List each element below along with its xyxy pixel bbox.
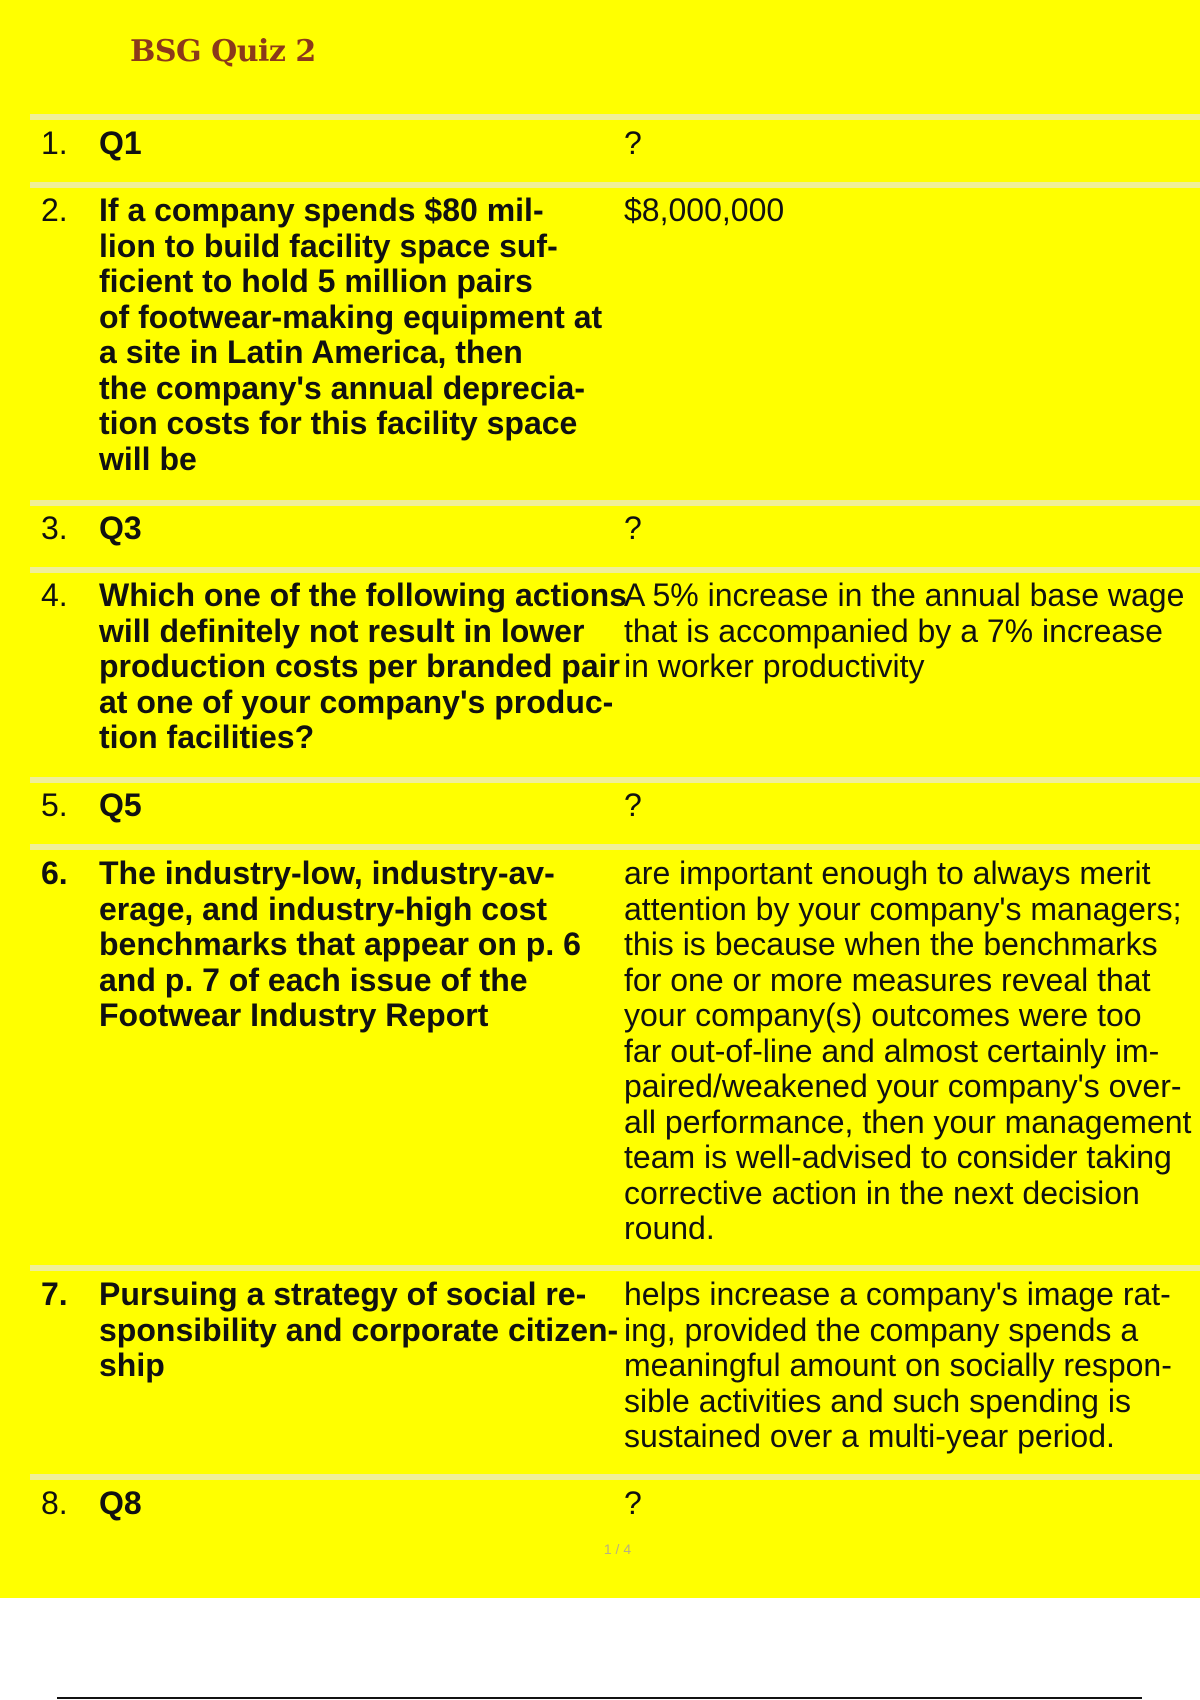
answer-text: ? xyxy=(624,510,642,546)
question-number: 5. xyxy=(41,787,68,823)
question-text: Q8 xyxy=(99,1485,142,1521)
question-number: 8. xyxy=(41,1485,68,1521)
question-number: 2. xyxy=(41,192,68,228)
row-divider xyxy=(30,500,1200,506)
row-divider xyxy=(30,114,1200,120)
answer-text: $8,000,000 xyxy=(624,192,785,228)
question-text: Pursuing a strategy of social re- sponsibility and corporate citizen- ship xyxy=(99,1276,619,1383)
answer-text: ? xyxy=(624,125,642,161)
document-title: BSG Quiz 2 xyxy=(130,34,316,69)
page-number: 1 / 4 xyxy=(603,1541,632,1557)
answer-text: helps increase a company's image rat- ing, provided the company spends a meaningful amount on socially respon- sible activities and such spending is sustained over a multi-year period. xyxy=(624,1276,1172,1454)
answer-text: A 5% increase in the annual base wage that is accompanied by a 7% increase in worker productivity xyxy=(624,577,1185,684)
row-divider xyxy=(30,567,1200,573)
answer-text: ? xyxy=(624,1485,642,1521)
question-text: If a company spends $80 mil- lion to build facility space suf- ficient to hold 5 million pairs of footwear-making equipment at a site in Latin America, then the company's annual deprecia- tion costs for this facility space will be xyxy=(99,192,603,477)
answer-text: ? xyxy=(624,787,642,823)
question-number: 7. xyxy=(41,1276,68,1312)
row-divider xyxy=(30,182,1200,188)
question-text: Q3 xyxy=(99,510,142,546)
row-divider xyxy=(30,1265,1200,1271)
bottom-rule xyxy=(57,1697,1142,1699)
answer-text: are important enough to always merit attention by your company's managers; this is because when the benchmarks for one or more measures reveal that your company(s) outcomes were too far out-of-line and almost certainly im- paired/weakened your company's over- all performance, then your management team is well-advised to consider taking corrective action in the next decision round. xyxy=(624,855,1192,1246)
row-divider xyxy=(30,777,1200,783)
question-number: 3. xyxy=(41,510,68,546)
question-text: Q5 xyxy=(99,787,142,823)
question-number: 1. xyxy=(41,125,68,161)
question-text: Which one of the following actions will definitely not result in lower production costs per branded pair at one of your company's produc- tion facilities? xyxy=(99,577,627,755)
question-number: 4. xyxy=(41,577,68,613)
question-text: Q1 xyxy=(99,125,142,161)
row-divider xyxy=(30,844,1200,850)
question-text: The industry-low, industry-av- erage, and industry-high cost benchmarks that appear on p. 6 and p. 7 of each issue of the Footwear Industry Report xyxy=(99,855,581,1033)
row-divider xyxy=(30,1474,1200,1480)
question-number: 6. xyxy=(41,855,68,891)
